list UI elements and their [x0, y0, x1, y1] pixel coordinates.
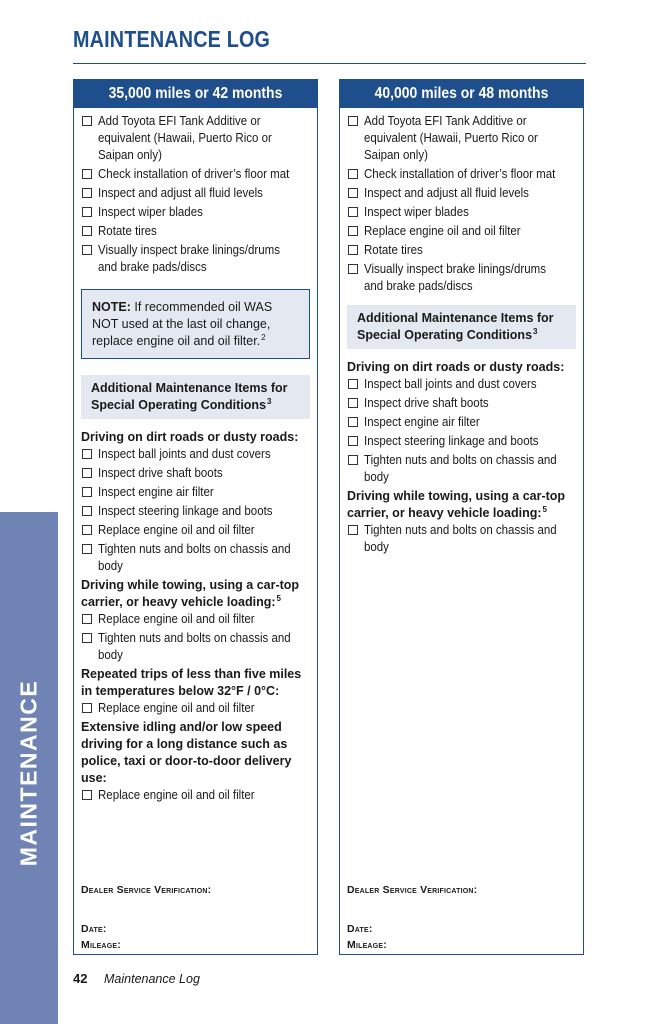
checklist-item[interactable]: [81, 541, 310, 575]
checklist-item-text-wrap: [364, 204, 576, 221]
condition-heading: [81, 666, 310, 700]
interval-body: [340, 108, 583, 556]
checklist-item-text-wrap: [98, 484, 310, 501]
checklist-item-text: Rotate tires: [364, 243, 423, 257]
scheduled-items-list: [347, 113, 576, 295]
checklist-item[interactable]: [347, 242, 576, 259]
condition-heading: [81, 429, 310, 446]
checklist-item[interactable]: [81, 204, 310, 221]
condition-heading-text: Repeated trips of less than five miles in temperatures below 32°F / 0°C:: [81, 667, 302, 698]
checklist-item[interactable]: [347, 166, 576, 183]
checklist-item-text-wrap: [98, 166, 310, 183]
checkbox[interactable]: [82, 544, 92, 554]
checklist-item-text: Tighten nuts and bolts on chassis and body: [98, 542, 291, 573]
checklist-item-text: Inspect steering linkage and boots: [364, 434, 539, 448]
checklist-item-text: Replace engine oil and oil filter: [364, 224, 521, 238]
checklist-item-text-wrap: [364, 261, 576, 295]
checklist-item-text-wrap: [98, 522, 310, 539]
checkbox[interactable]: [348, 455, 358, 465]
checkbox[interactable]: [348, 417, 358, 427]
condition-heading: [347, 488, 576, 522]
checklist-item-text: Visually inspect brake linings/drums and brake pads/discs: [98, 243, 280, 274]
checklist-item-text-wrap: [364, 452, 576, 486]
dealer-service-verification-label: Dealer Service Verification:: [81, 884, 212, 896]
checkbox[interactable]: [82, 188, 92, 198]
checklist-item-text-wrap: [98, 787, 310, 804]
checklist-item-text: Replace engine oil and oil filter: [98, 701, 255, 715]
checklist-item-text-wrap: [364, 395, 576, 412]
checkbox[interactable]: [82, 790, 92, 800]
checkbox[interactable]: [348, 169, 358, 179]
checkbox[interactable]: [348, 436, 358, 446]
checklist-item[interactable]: [81, 630, 310, 664]
checklist-item[interactable]: [81, 484, 310, 501]
footnote-ref: 3: [533, 326, 538, 336]
checkbox[interactable]: [82, 116, 92, 126]
condition-items-list: [81, 611, 310, 664]
checkbox[interactable]: [82, 633, 92, 643]
dealer-service-verification-label: Dealer Service Verification:: [347, 884, 478, 896]
special-conditions-heading: [81, 375, 310, 419]
interval-column-35000: [73, 79, 318, 955]
checklist-item-text: Add Toyota EFI Tank Additive or equivalent (Hawaii, Puerto Rico or Saipan only): [98, 114, 272, 162]
interval-body: [74, 108, 317, 804]
checklist-item-text: Replace engine oil and oil filter: [98, 612, 255, 626]
checklist-item[interactable]: [347, 223, 576, 240]
checklist-item-text: Replace engine oil and oil filter: [98, 523, 255, 537]
checklist-item[interactable]: [81, 700, 310, 717]
checklist-item-text-wrap: [364, 522, 576, 556]
checklist-item[interactable]: [81, 113, 310, 164]
checklist-item-text-wrap: [364, 433, 576, 450]
checklist-item-text-wrap: [364, 414, 576, 431]
condition-heading: [347, 359, 576, 376]
checklist-item-text-wrap: [98, 242, 310, 276]
condition-items-list: [81, 700, 310, 717]
footer-section-title: Maintenance Log: [104, 972, 200, 986]
checklist-item[interactable]: [81, 185, 310, 202]
condition-items-list: [347, 522, 576, 556]
condition-items-list: [347, 376, 576, 486]
checklist-item-text: Inspect and adjust all fluid levels: [364, 186, 529, 200]
checklist-item-text-wrap: [364, 223, 576, 240]
checkbox[interactable]: [348, 379, 358, 389]
checklist-item-text-wrap: [364, 185, 576, 202]
checkbox[interactable]: [82, 245, 92, 255]
footnote-ref: 5: [276, 593, 281, 603]
checklist-item-text: Inspect engine air filter: [364, 415, 480, 429]
checklist-item-text-wrap: [98, 630, 310, 664]
date-label: Date:: [81, 923, 107, 935]
footnote-ref: 2: [261, 332, 266, 342]
checklist-item-text-wrap: [98, 611, 310, 628]
checkbox[interactable]: [348, 116, 358, 126]
checklist-item[interactable]: [81, 611, 310, 628]
checkbox[interactable]: [82, 614, 92, 624]
checklist-item-text: Inspect and adjust all fluid levels: [98, 186, 263, 200]
checkbox[interactable]: [82, 525, 92, 535]
checklist-item-text: Add Toyota EFI Tank Additive or equivalent (Hawaii, Puerto Rico or Saipan only): [364, 114, 538, 162]
note-text: If recommended oil WAS NOT used at the last oil change, replace engine oil and oil filter.: [92, 300, 273, 348]
checklist-item-text-wrap: [98, 700, 310, 717]
checklist-item[interactable]: [81, 503, 310, 520]
note-label: NOTE:: [92, 300, 131, 314]
checklist-item-text: Inspect wiper blades: [98, 205, 203, 219]
scheduled-items-list: [81, 113, 310, 276]
mileage-label: Mileage:: [347, 939, 387, 951]
interval-header: [74, 80, 317, 108]
condition-heading-text: Driving while towing, using a car-top carrier, or heavy vehicle loading:: [81, 578, 300, 609]
interval-header-label: 40,000 miles or 48 months: [374, 85, 549, 102]
condition-items-list: [81, 446, 310, 575]
checklist-item-text: Inspect engine air filter: [98, 485, 214, 499]
checkbox[interactable]: [348, 264, 358, 274]
checklist-item-text: Tighten nuts and bolts on chassis and body: [98, 631, 291, 662]
checklist-item-text: Tighten nuts and bolts on chassis and body: [364, 523, 557, 554]
checklist-item-text-wrap: [364, 376, 576, 393]
checkbox[interactable]: [82, 487, 92, 497]
checklist-item[interactable]: [347, 261, 576, 295]
checklist-item-text: Inspect drive shaft boots: [98, 466, 223, 480]
checklist-item-text: Check installation of driver’s floor mat: [364, 167, 556, 181]
special-conditions-heading: [347, 305, 576, 349]
checklist-item-text-wrap: [364, 242, 576, 259]
condition-heading-text: Extensive idling and/or low speed driving for a long distance such as police, taxi or door-to-door delivery use:: [81, 720, 292, 785]
checklist-item[interactable]: [81, 522, 310, 539]
checklist-item-text-wrap: [98, 223, 310, 240]
checklist-item[interactable]: [347, 185, 576, 202]
condition-heading-text: Driving on dirt roads or dusty roads:: [347, 360, 565, 374]
oil-note-box: [81, 289, 310, 359]
checkbox[interactable]: [82, 449, 92, 459]
checklist-item[interactable]: [347, 204, 576, 221]
checkbox[interactable]: [348, 245, 358, 255]
checklist-item-text-wrap: [98, 465, 310, 482]
checklist-item-text-wrap: [98, 204, 310, 221]
title-divider: [73, 63, 586, 64]
checklist-item[interactable]: [81, 446, 310, 463]
checklist-item[interactable]: [347, 113, 576, 164]
checkbox[interactable]: [82, 506, 92, 516]
checkbox[interactable]: [348, 525, 358, 535]
checklist-item-text-wrap: [98, 113, 310, 164]
page-title: MAINTENANCE LOG: [73, 26, 271, 52]
checkbox[interactable]: [82, 468, 92, 478]
checklist-item-text: Rotate tires: [98, 224, 157, 238]
condition-heading: [81, 577, 310, 611]
checkbox[interactable]: [82, 703, 92, 713]
checklist-item[interactable]: [347, 522, 576, 556]
checklist-item-text-wrap: [98, 185, 310, 202]
checklist-item-text: Inspect wiper blades: [364, 205, 469, 219]
checkbox[interactable]: [348, 207, 358, 217]
interval-header: [340, 80, 583, 108]
checkbox[interactable]: [82, 207, 92, 217]
condition-items-list: [81, 787, 310, 804]
checklist-item-text-wrap: [364, 113, 576, 164]
checklist-item[interactable]: [347, 395, 576, 412]
footnote-ref: 3: [267, 396, 272, 406]
checklist-item[interactable]: [347, 414, 576, 431]
checklist-item-text: Inspect ball joints and dust covers: [364, 377, 537, 391]
checklist-item-text: Inspect ball joints and dust covers: [98, 447, 271, 461]
checkbox[interactable]: [348, 226, 358, 236]
checklist-item-text: Check installation of driver’s floor mat: [98, 167, 290, 181]
checklist-item-text: Inspect steering linkage and boots: [98, 504, 273, 518]
checklist-item[interactable]: [81, 166, 310, 183]
condition-heading-text: Driving while towing, using a car-top carrier, or heavy vehicle loading:: [347, 489, 566, 520]
special-conditions-title: Additional Maintenance Items for Special Operating Conditions: [91, 381, 288, 412]
checkbox[interactable]: [82, 169, 92, 179]
checklist-item[interactable]: [347, 433, 576, 450]
condition-heading-text: Driving on dirt roads or dusty roads:: [81, 430, 299, 444]
checkbox[interactable]: [82, 226, 92, 236]
condition-heading: [81, 719, 310, 787]
special-conditions-title: Additional Maintenance Items for Special Operating Conditions: [357, 311, 554, 342]
checklist-item-text: Replace engine oil and oil filter: [98, 788, 255, 802]
checklist-item-text-wrap: [98, 503, 310, 520]
checklist-item[interactable]: [347, 376, 576, 393]
checklist-item-text: Inspect drive shaft boots: [364, 396, 489, 410]
checklist-item-text-wrap: [98, 541, 310, 575]
checklist-item-text: Tighten nuts and bolts on chassis and body: [364, 453, 557, 484]
checklist-item[interactable]: [81, 242, 310, 276]
checklist-item-text: Visually inspect brake linings/drums and brake pads/discs: [364, 262, 546, 293]
page-number: 42: [73, 971, 88, 986]
checklist-item[interactable]: [81, 787, 310, 804]
footnote-ref: 5: [542, 504, 547, 514]
checklist-item[interactable]: [347, 452, 576, 486]
checklist-item[interactable]: [81, 223, 310, 240]
checklist-item-text-wrap: [98, 446, 310, 463]
checklist-item-text-wrap: [364, 166, 576, 183]
checkbox[interactable]: [348, 398, 358, 408]
checkbox[interactable]: [348, 188, 358, 198]
date-label: Date:: [347, 923, 373, 935]
side-tab-label: MAINTENANCE: [15, 679, 42, 867]
checklist-item[interactable]: [81, 465, 310, 482]
mileage-label: Mileage:: [81, 939, 121, 951]
interval-header-label: 35,000 miles or 42 months: [108, 85, 283, 102]
interval-column-40000: [339, 79, 584, 955]
